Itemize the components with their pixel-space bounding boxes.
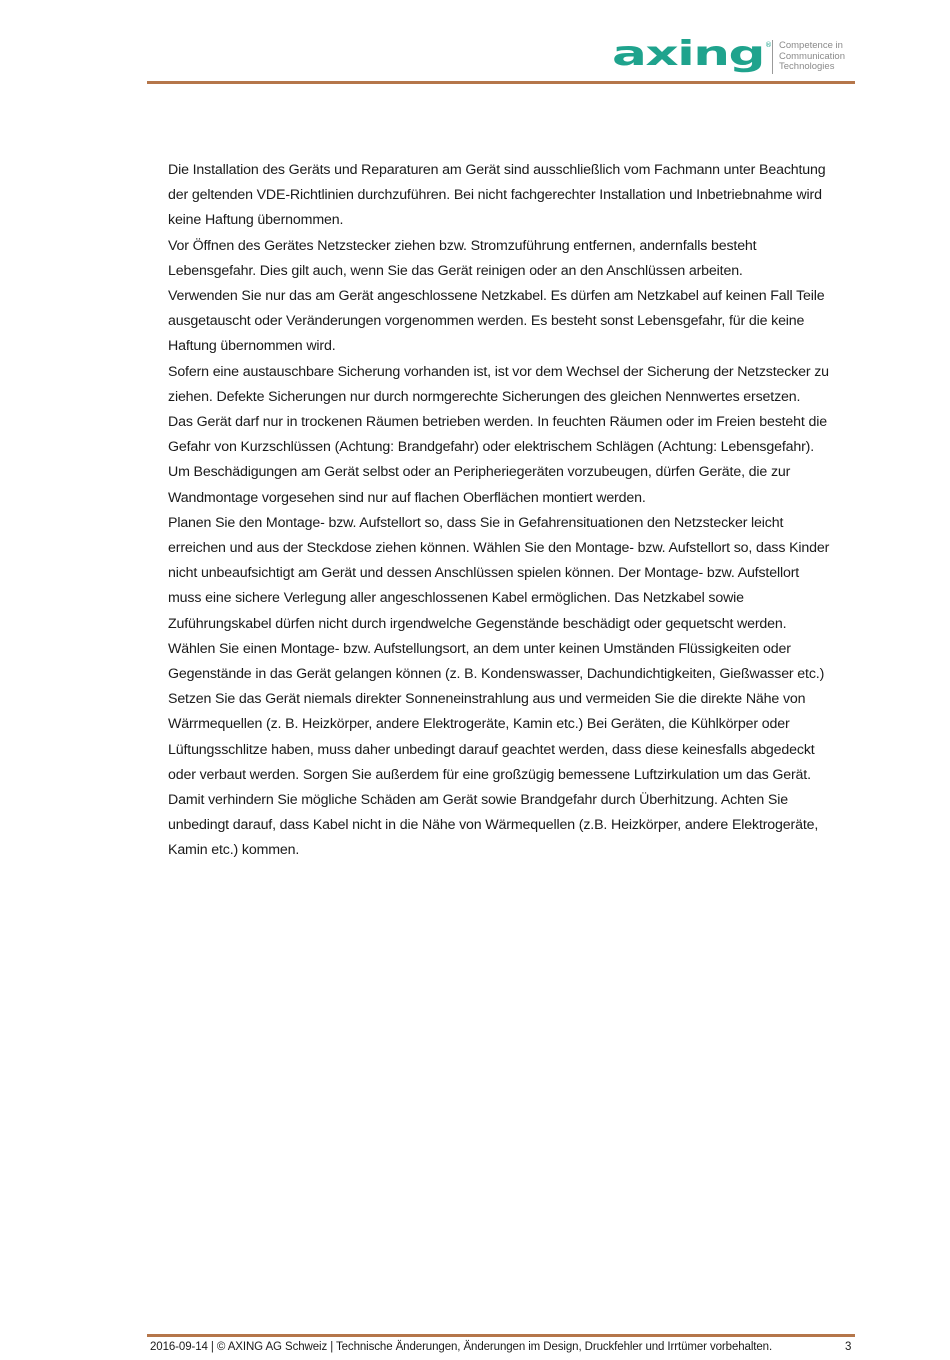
text-line: Haftung übernommen wird. xyxy=(168,338,336,355)
text-line: Wählen Sie einen Montage- bzw. Aufstellungsort, an dem unter keinen Umständen Flüssigkeiten oder xyxy=(168,640,791,657)
page-header xyxy=(0,0,950,90)
text-line: keine Haftung übernommen. xyxy=(168,212,344,229)
paragraph xyxy=(168,511,848,637)
tagline-line: Competence in xyxy=(779,40,843,51)
text-line: Lebensgefahr. Dies gilt auch, wenn Sie das Gerät reinigen oder an den Anschlüssen arbeiten. xyxy=(168,262,743,279)
text-line: Gegenstände in das Gerät gelangen können (z. B. Kondenswasser, Dachundichtigkeiten, Gießwasser etc.) xyxy=(168,666,825,683)
text-line: Das Gerät darf nur in trockenen Räumen betrieben werden. In feuchten Räumen oder im Freien besteht die xyxy=(168,414,827,431)
text-line: Gefahr von Kurzschlüssen (Achtung: Brandgefahr) oder elektrischem Schlägen (Achtung: Lebensgefahr). xyxy=(168,439,815,456)
page-number: 3 xyxy=(845,1341,852,1353)
paragraph xyxy=(168,158,848,234)
svg-text:axing: axing xyxy=(612,38,764,74)
text-line: Damit verhindern Sie mögliche Schäden am Gerät sowie Brandgefahr durch Überhitzung. Achten Sie xyxy=(168,792,788,809)
paragraph xyxy=(168,687,848,863)
axing-logo xyxy=(612,38,772,78)
footer-rule xyxy=(147,1334,855,1337)
svg-text:®: ® xyxy=(765,41,772,49)
paragraph xyxy=(168,360,848,410)
text-line: der geltenden VDE-Richtlinien durchzuführen. Bei nicht fachgerechter Installation und Inbetriebnahme wird xyxy=(168,187,822,204)
text-line: Wandmontage vorgesehen sind nur auf flachen Oberflächen montiert werden. xyxy=(168,489,646,506)
footer-copyright: 2016-09-14 | © AXING AG Schweiz | Technische Änderungen, Änderungen im Design, Druckfehler und Irrtümer vorbehalten. xyxy=(150,1341,773,1353)
text-line: Lüftungsschlitze haben, muss daher unbedingt darauf geachtet werden, dass diese keinesfalls abgedeckt xyxy=(168,741,815,758)
text-line: unbedingt darauf, dass Kabel nicht in die Nähe von Wärmequellen (z.B. Heizkörper, andere Elektrogeräte, xyxy=(168,817,819,834)
text-line: Die Installation des Geräts und Reparaturen am Gerät sind ausschließlich vom Fachmann unter Beachtung xyxy=(168,162,826,178)
paragraph xyxy=(168,460,848,510)
paragraph xyxy=(168,284,848,360)
paragraph xyxy=(168,234,848,284)
tagline-line: Communication xyxy=(779,50,845,62)
text-line: ziehen. Defekte Sicherungen nur durch normgerechte Sicherungen des gleichen Nennwertes ersetzen. xyxy=(168,388,801,405)
header-rule xyxy=(147,81,855,84)
text-line: Kamin etc.) kommen. xyxy=(168,842,300,859)
text-line: ausgetauscht oder Veränderungen vorgenommen werden. Es besteht sonst Lebensgefahr, für die keine xyxy=(168,313,805,330)
text-line: Wärrmequellen (z. B. Heizkörper, andere Elektrogeräte, Kamin etc.) Bei Geräten, die Kühlkörper oder xyxy=(168,716,790,733)
text-line: Um Beschädigungen am Gerät selbst oder an Peripheriegeräten vorzubeugen, dürfen Geräte, die zur xyxy=(168,464,791,481)
text-line: Vor Öffnen des Gerätes Netzstecker ziehen bzw. Stromzuführung entfernen, andernfalls besteht xyxy=(168,237,757,254)
text-line: muss eine sichere Verlegung aller angeschlossenen Kabel ermöglichen. Das Netzkabel sowie xyxy=(168,590,744,607)
paragraph xyxy=(168,410,848,460)
text-line: oder verbaut werden. Sorgen Sie außerdem für eine großzügig bemessene Luftzirkulation um das Gerät. xyxy=(168,766,811,783)
company-tagline xyxy=(779,41,879,73)
text-line: Zuführungskabel dürfen nicht durch irgendwelche Gegenstände beschädigt oder gequetscht werden. xyxy=(168,615,787,632)
text-line: Verwenden Sie nur das am Gerät angeschlossene Netzkabel. Es dürfen am Netzkabel auf keinen Fall Teile xyxy=(168,288,825,305)
logo-divider xyxy=(772,40,773,74)
text-line: Planen Sie den Montage- bzw. Aufstellort so, dass Sie in Gefahrensituationen den Netzstecker leicht xyxy=(168,514,784,531)
text-line: nicht unbeaufsichtigt am Gerät und dessen Anschlüssen spielen können. Der Montage- bzw. Aufstellort xyxy=(168,565,800,582)
tagline-line: Technologies xyxy=(779,61,835,72)
paragraph xyxy=(168,637,848,687)
text-line: Sofern eine austauschbare Sicherung vorhanden ist, ist vor dem Wechsel der Sicherung der Netzstecker zu xyxy=(168,363,829,380)
text-line: Setzen Sie das Gerät niemals direkter Sonneneinstrahlung aus und vermeiden Sie die direkte Nähe von xyxy=(168,691,806,708)
text-line: erreichen und aus der Steckdose ziehen können. Wählen Sie den Montage- bzw. Aufstellort so, dass Kinder xyxy=(168,540,830,557)
safety-instructions-body xyxy=(168,158,848,864)
